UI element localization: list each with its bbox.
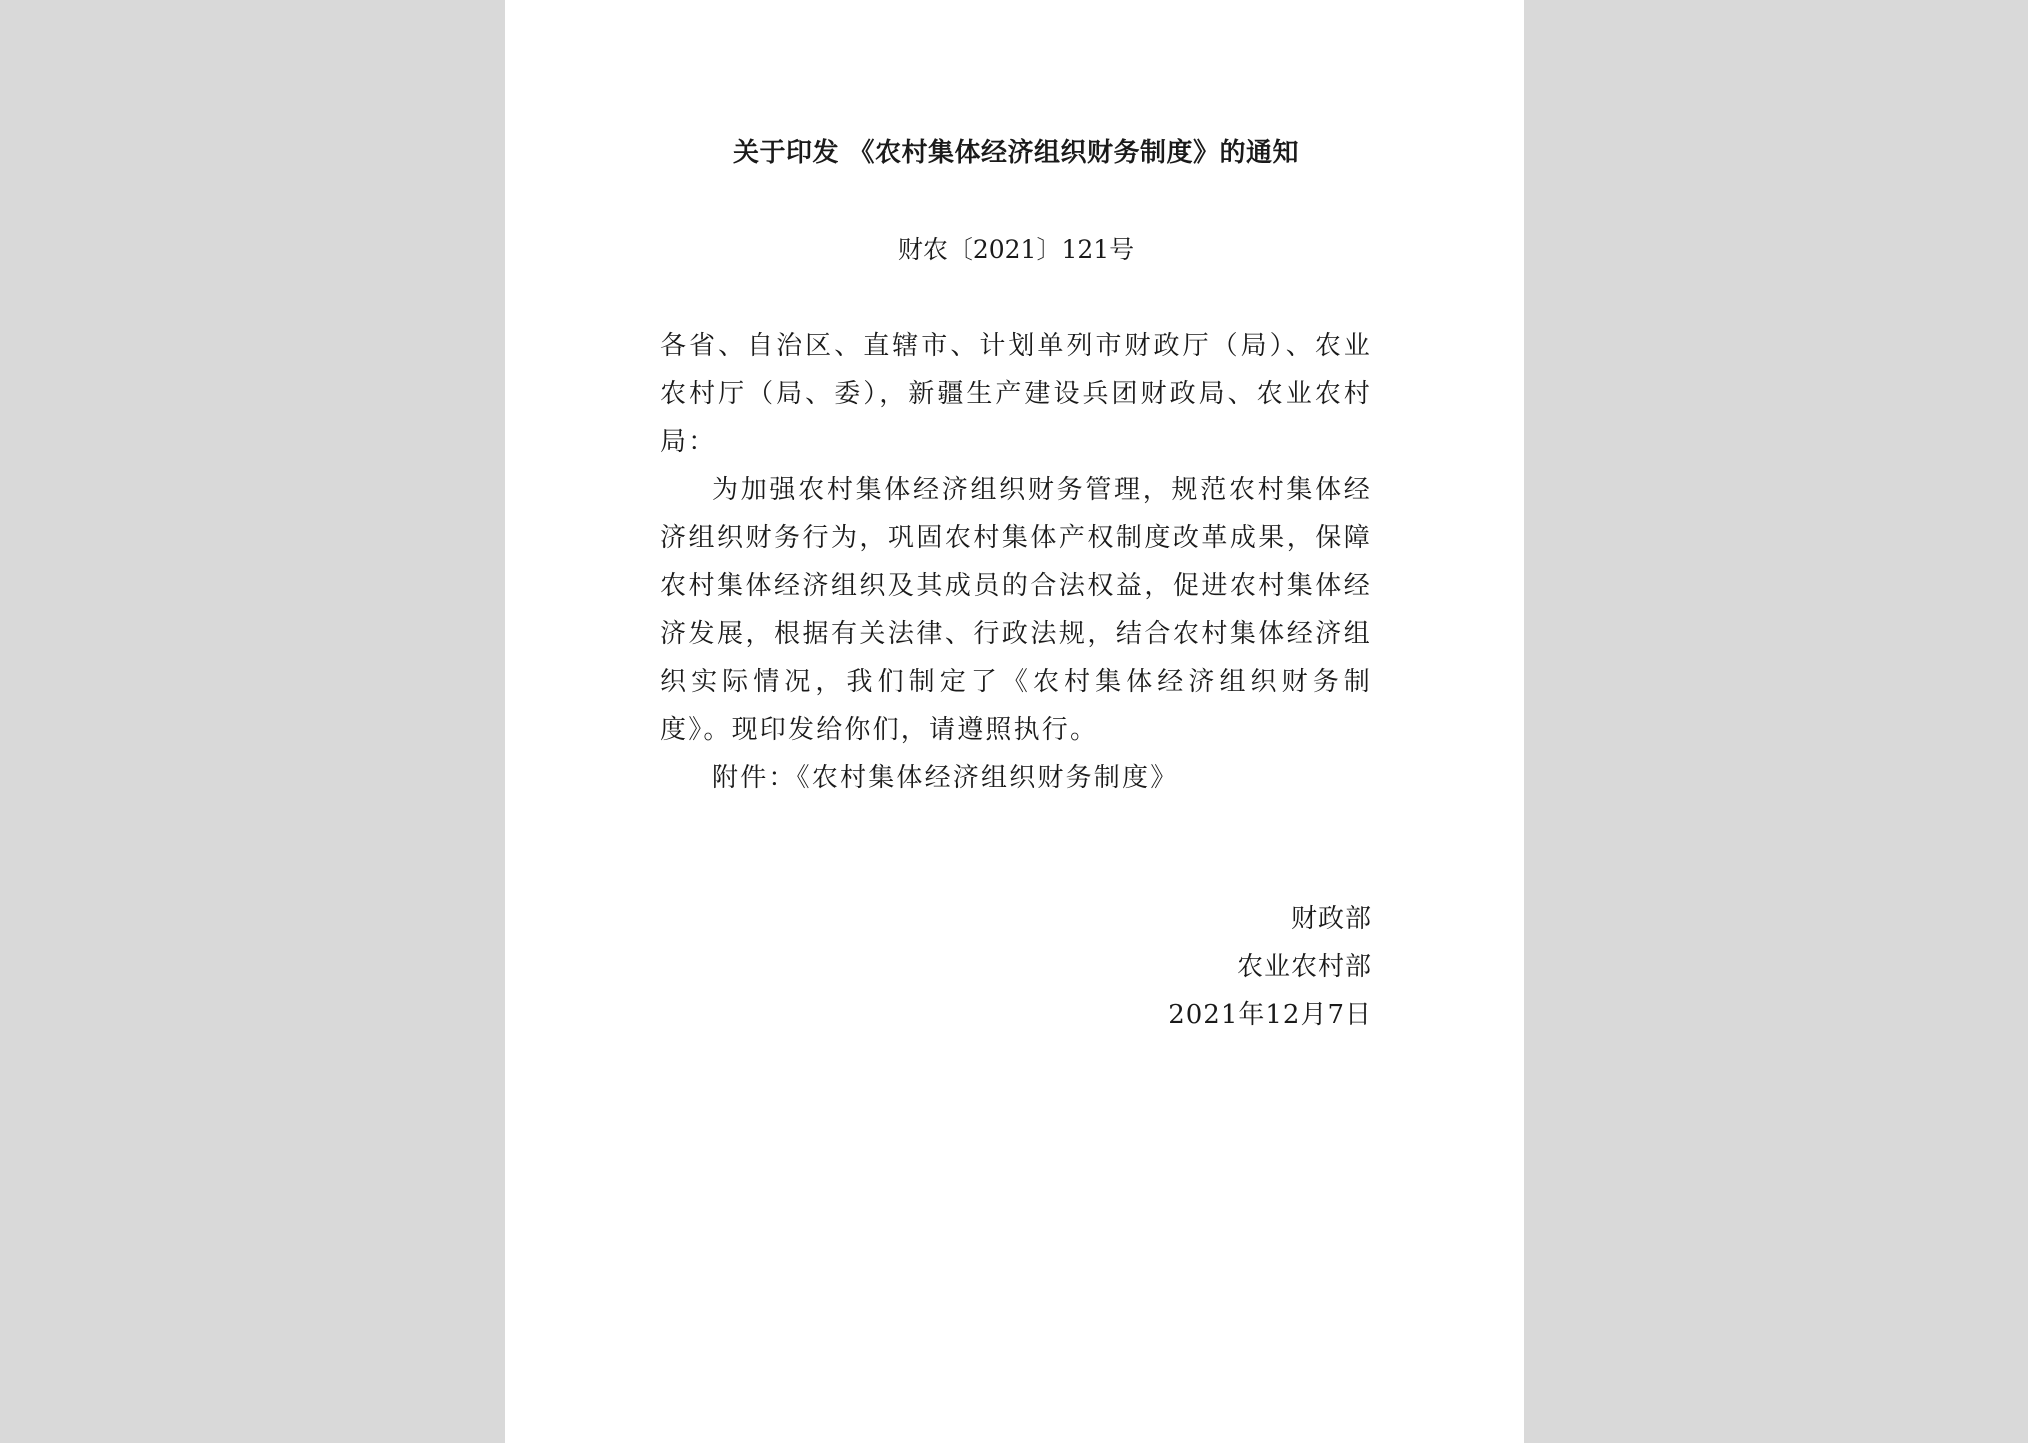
issue-date: 2021年12月7日 [1168, 1000, 1372, 1030]
document-title: 关于印发 《农村集体经济组织财务制度》的通知 [732, 138, 1300, 168]
document-page [505, 0, 1524, 1443]
signatory-ministry-of-agriculture: 农业农村部 [1236, 952, 1372, 982]
document-number: 财农〔2021〕121号 [897, 235, 1135, 264]
addressee-paragraph: 各省、自治区、直辖市、计划单列市财政厅（局）、农业农村厅（局、委），新疆生产建设兵团财政局、农业农村局： [660, 331, 1372, 457]
main-paragraph: 为加强农村集体经济组织财务管理，规范农村集体经济组织财务行为，巩固农村集体产权制度改革成果，保障农村集体经济组织及其成员的合法权益，促进农村集体经济发展，根据有关法律、行政法规，结合农村集体经济组织实际情况，我们制定了《农村集体经济组织财务制度》。现印发给你们，请遵照执行。 [660, 475, 1372, 745]
signatory-ministry-of-finance: 财政部 [1290, 904, 1372, 934]
signature-block [660, 895, 1372, 1039]
attachment-line: 附件：《农村集体经济组织财务制度》 [712, 763, 1179, 793]
document-body [660, 322, 1372, 802]
